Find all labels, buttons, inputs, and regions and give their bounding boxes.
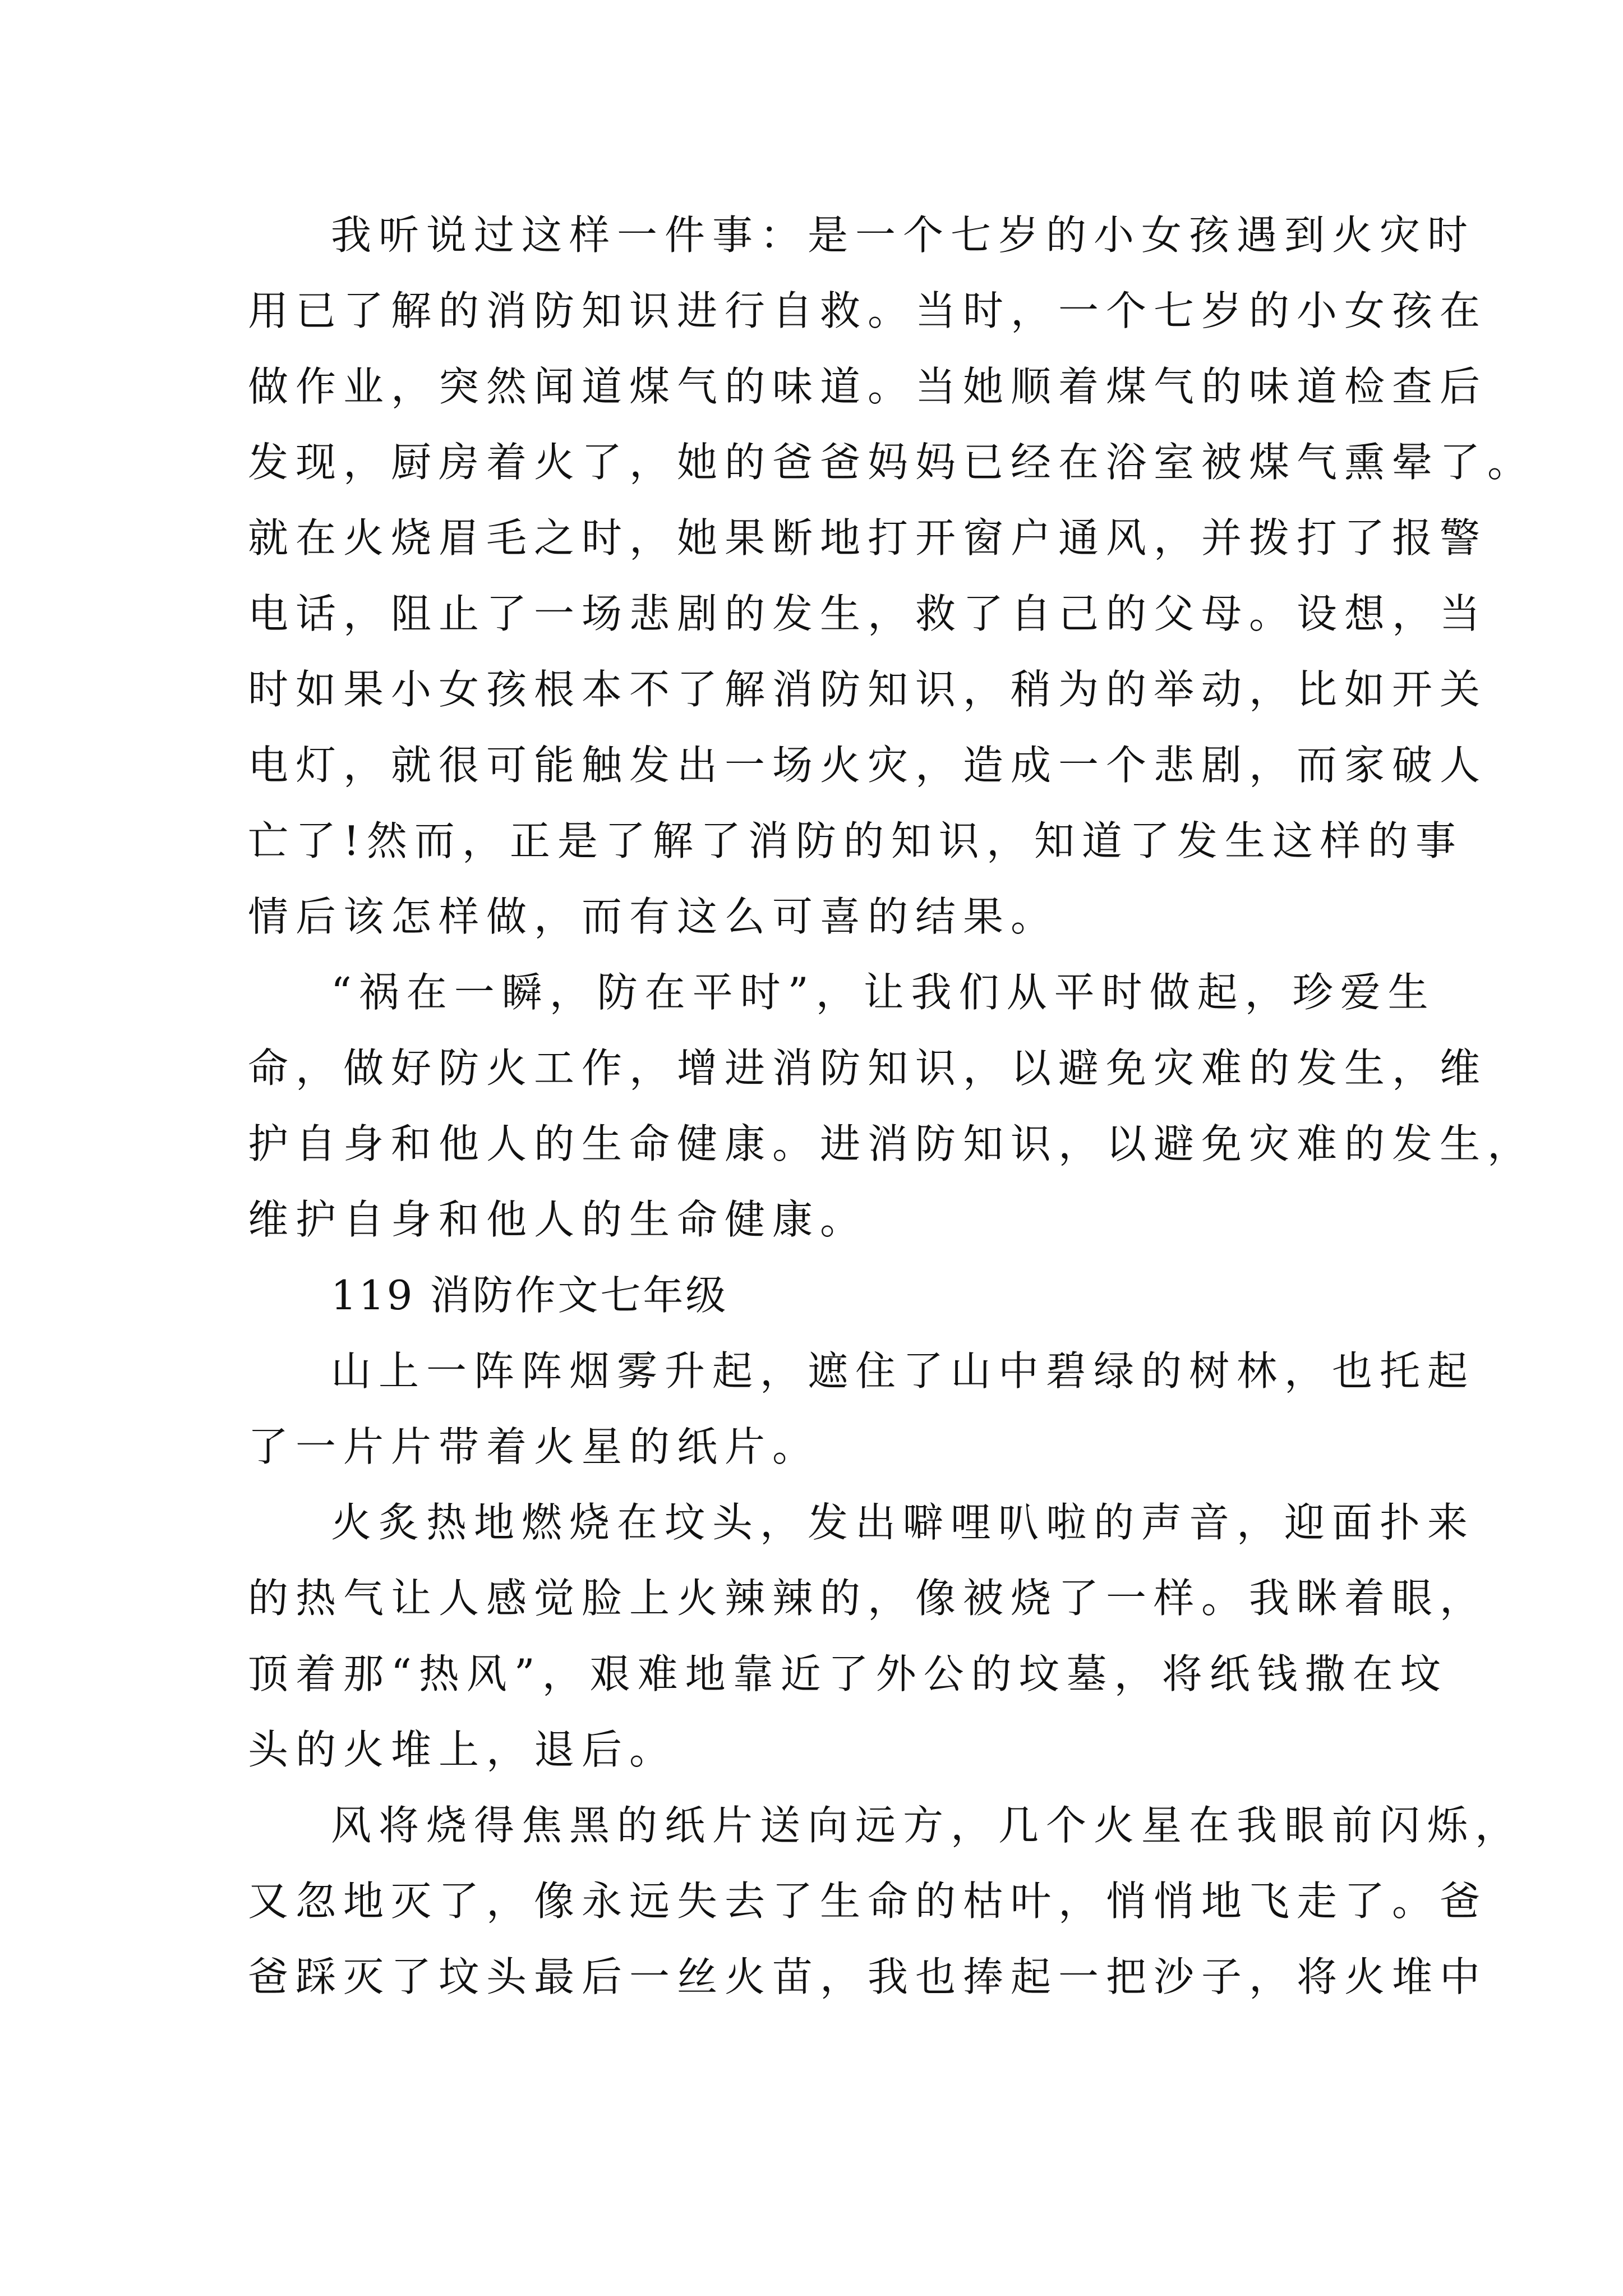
text-line: 命，做好防火工作，增进消防知识，以避免灾难的发生，维 — [248, 1045, 1488, 1092]
section-heading: 119 消防作文七年级 — [331, 1272, 728, 1319]
text-line: 电话，阻止了一场悲剧的发生，救了自己的父母。设想，当 — [248, 590, 1488, 637]
text-line: 了一片片带着火星的纸片。 — [248, 1423, 820, 1470]
text-line: 时如果小女孩根本不了解消防知识，稍为的举动，比如开关 — [248, 666, 1488, 713]
text-line: 爸踩灭了坟头最后一丝火苗，我也捧起一把沙子，将火堆中 — [248, 1953, 1488, 2000]
text-line: 电灯，就很可能触发出一场火灾，造成一个悲剧，而家破人 — [248, 742, 1488, 789]
text-line: “祸在一瞬，防在平时”，让我们从平时做起，珍爱生 — [331, 969, 1436, 1016]
document-body — [248, 197, 1536, 2015]
text-line: 我听说过这样一件事：是一个七岁的小女孩遇到火灾时 — [331, 211, 1476, 259]
text-line: 风将烧得焦黑的纸片送向远方，几个火星在我眼前闪烁， — [331, 1802, 1523, 1849]
text-line: 亡了!然而，正是了解了消防的知识，知道了发生这样的事 — [248, 817, 1463, 864]
text-line: 情后该怎样做，而有这么可喜的结果。 — [248, 893, 1059, 940]
text-line: 做作业，突然闻道煤气的味道。当她顺着煤气的味道检查后 — [248, 363, 1488, 410]
text-line: 又忽地灭了，像永远失去了生命的枯叶，悄悄地飞走了。爸 — [248, 1878, 1488, 1925]
text-line: 护自身和他人的生命健康。进消防知识，以避免灾难的发生， — [248, 1120, 1536, 1167]
text-line: 维护自身和他人的生命健康。 — [248, 1196, 868, 1243]
text-line: 山上一阵阵烟雾升起，遮住了山中碧绿的树林，也托起 — [331, 1347, 1476, 1395]
text-line: 就在火烧眉毛之时，她果断地打开窗户通风，并拨打了报警 — [248, 514, 1488, 562]
text-line: 用已了解的消防知识进行自救。当时，一个七岁的小女孩在 — [248, 287, 1488, 334]
text-line: 发现，厨房着火了，她的爸爸妈妈已经在浴室被煤气熏晕了。 — [248, 439, 1536, 486]
text-line: 的热气让人感觉脸上火辣辣的，像被烧了一样。我眯着眼， — [248, 1575, 1488, 1622]
text-line: 头的火堆上，退后。 — [248, 1726, 677, 1773]
text-line: 火炙热地燃烧在坟头，发出噼哩叭啦的声音，迎面扑来 — [331, 1499, 1476, 1546]
text-line: 顶着那“热风”，艰难地靠近了外公的坟墓，将纸钱撒在坟 — [248, 1650, 1448, 1697]
